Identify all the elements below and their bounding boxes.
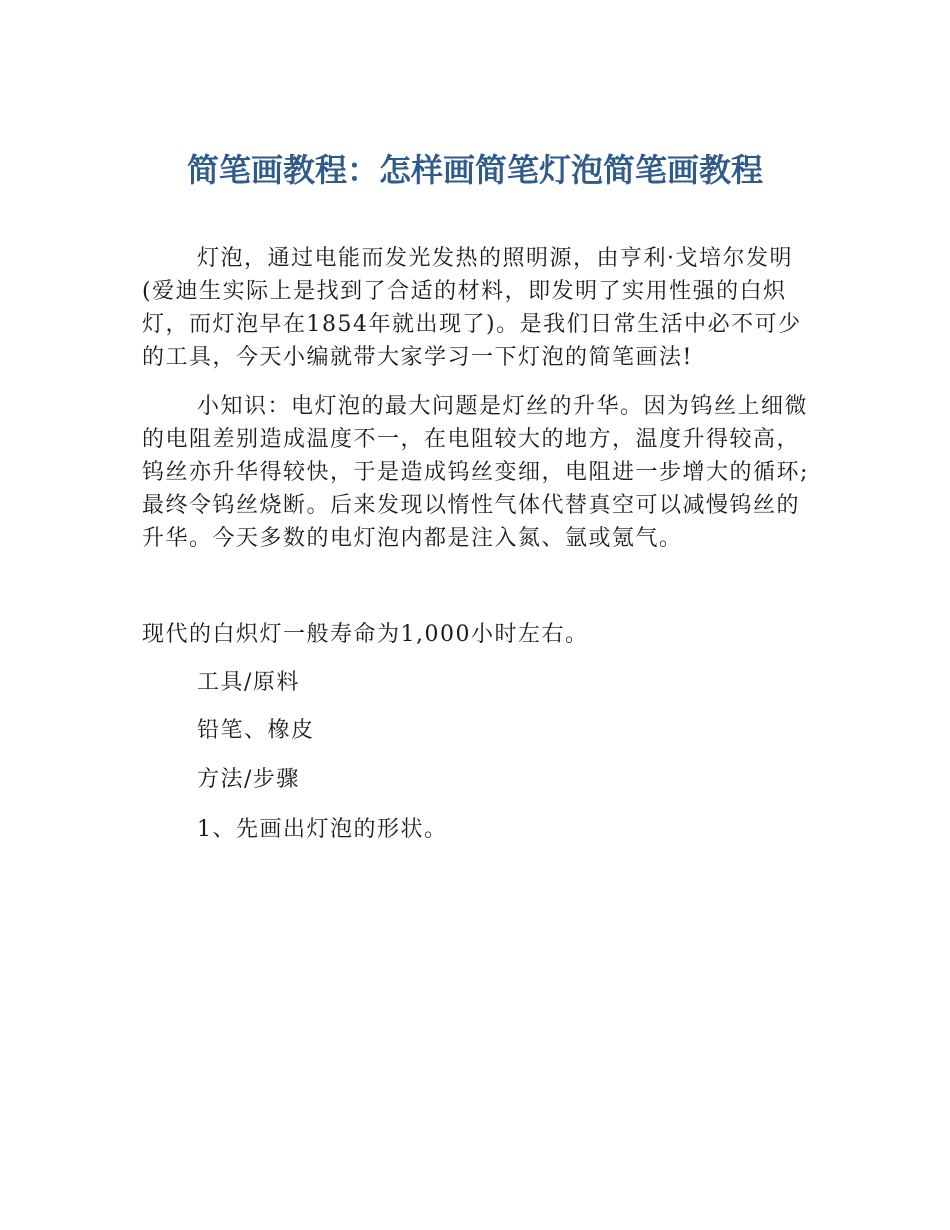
document-title: 简笔画教程：怎样画简笔灯泡简笔画教程 [186, 151, 763, 189]
step-1: 1、先画出灯泡的形状。 [197, 817, 448, 842]
tools-heading: 工具/原料 [197, 670, 300, 695]
intro-paragraph: 灯泡，通过电能而发光发热的照明源，由亨利·戈培尔发明(爱迪生实际上是找到了合适的材料，即发明了实用性强的白炽灯，而灯泡早在1854年就出现了)。是我们日常生活中必不可少的工具，今天小编就带大家学习一下灯泡的简笔画法! [142, 246, 802, 370]
knowledge-paragraph: 小知识：电灯泡的最大问题是灯丝的升华。因为钨丝上细微的电阻差别造成温度不一，在电阻较大的地方，温度升得较高，钨丝亦升华得较快，于是造成钨丝变细，电阻进一步增大的循环;最终令钨丝烧断。后来发现以惰性气体代替真空可以减慢钨丝的升华。今天多数的电灯泡内都是注入氮、氩或氪气。 [142, 394, 809, 551]
tools-list: 铅笔、橡皮 [197, 718, 315, 743]
lifespan-paragraph: 现代的白炽灯一般寿命为1,000小时左右。 [142, 622, 589, 647]
method-heading: 方法/步骤 [197, 767, 300, 792]
